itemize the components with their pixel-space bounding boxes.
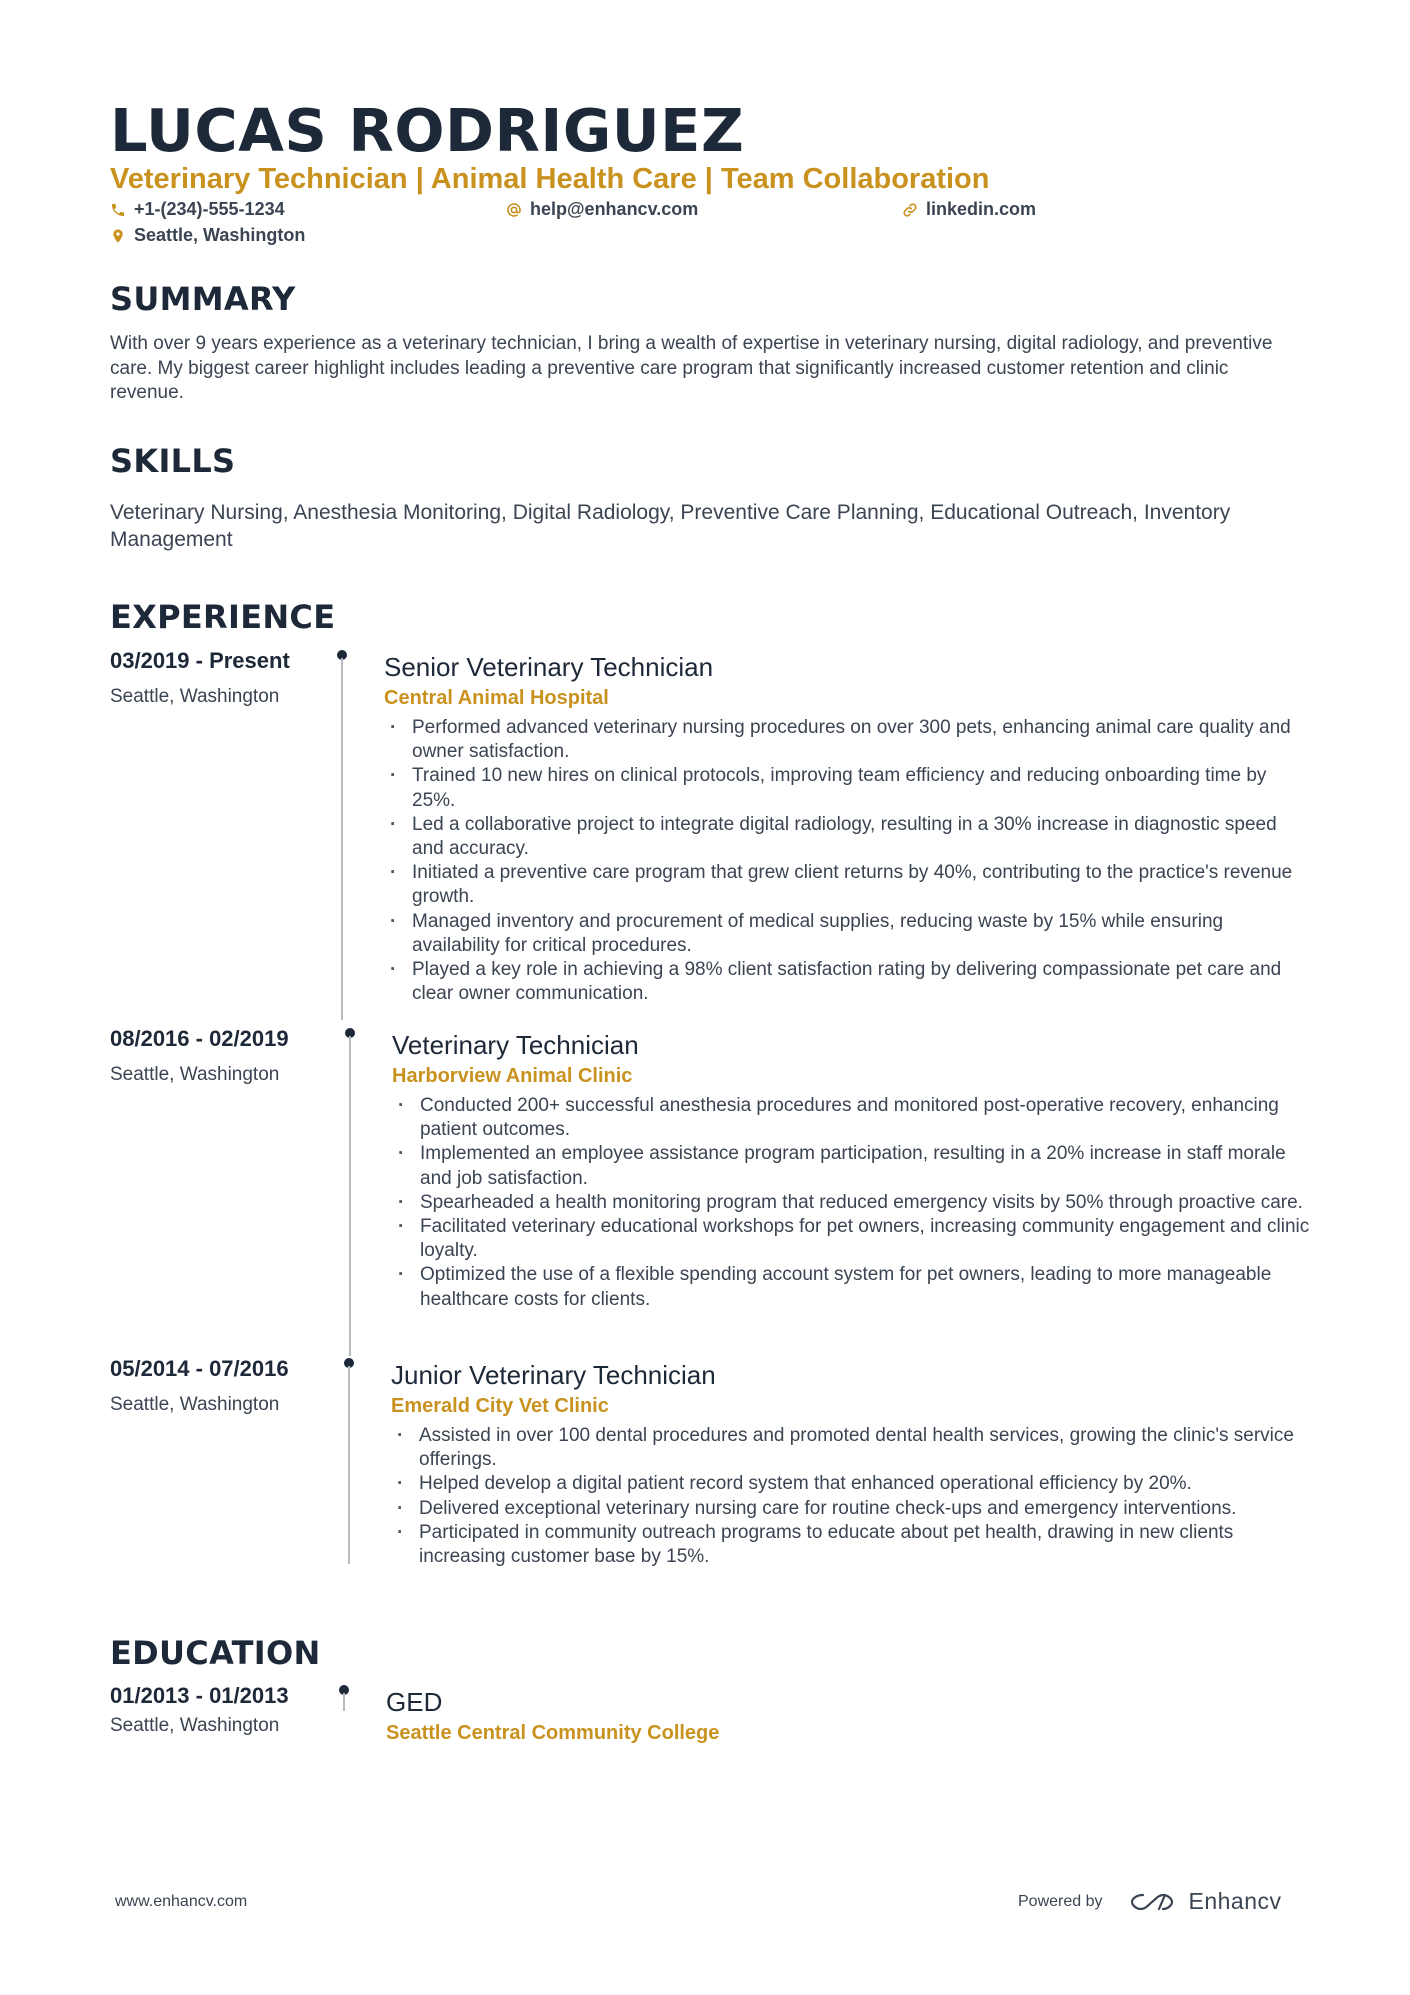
candidate-tagline: Veterinary Technician | Animal Health Care | Team Collaboration (110, 163, 990, 195)
contact-website[interactable] (902, 199, 1036, 220)
timeline-line (348, 1366, 350, 1564)
entry-company: Harborview Animal Clinic (392, 1065, 633, 1087)
bullet-item: · Implemented an employee assistance program participation, resulting in a 20% increase in staff morale and job satisfaction. (392, 1142, 1312, 1190)
footer-powered-by[interactable] (1018, 1888, 1282, 1915)
bullet-item: · Spearheaded a health monitoring program that reduced emergency visits by 50% through proactive care. (392, 1191, 1312, 1215)
entry-role: Veterinary Technician (392, 1030, 639, 1060)
brand-logo (1129, 1888, 1282, 1915)
brand-name: Enhancv (1188, 1888, 1282, 1914)
bullet-item: · Participated in community outreach programs to educate about pet health, drawing in new clients increasing customer base by 15%. (391, 1521, 1311, 1569)
bullet-item: · Optimized the use of a flexible spending account system for pet owners, leading to more manageable healthcare costs for clients. (392, 1263, 1312, 1311)
entry-content (386, 1685, 1306, 1747)
footer-website[interactable]: www.enhancv.com (115, 1893, 248, 1910)
link-icon (902, 202, 918, 218)
website-text: linkedin.com (926, 199, 1037, 219)
entry-content (384, 650, 1304, 1006)
entry-date: 05/2014 - 07/2016 (110, 1356, 289, 1381)
education-heading: EDUCATION (110, 1634, 321, 1672)
skills-heading: SKILLS (110, 442, 236, 480)
entry-location: Seattle, Washington (110, 686, 280, 707)
location-text: Seattle, Washington (134, 225, 306, 245)
bullet-item: · Led a collaborative project to integrate digital radiology, resulting in a 30% increase in diagnostic speed and accuracy. (384, 813, 1304, 861)
enhancv-logo-icon (1129, 1890, 1175, 1914)
summary-text: With over 9 years experience as a veterinary technician, I bring a wealth of expertise in veterinary nursing, digital radiology, and preventive care. My biggest career highlight includes leading a preventive care program that significantly increased customer retention and clinic revenue. (110, 333, 1273, 403)
entry-company: Emerald City Vet Clinic (391, 1395, 609, 1417)
bullet-item: · Played a key role in achieving a 98% client satisfaction rating by delivering compassionate pet care and clear owner communication. (384, 958, 1304, 1006)
entry-location: Seattle, Washington (110, 1064, 280, 1085)
entry-bullets (392, 1094, 1312, 1312)
candidate-name: LUCAS RODRIGUEZ (110, 96, 745, 165)
contact-location (110, 225, 305, 246)
bullet-item: · Conducted 200+ successful anesthesia procedures and monitored post-operative recovery, enhancing patient outcomes. (392, 1094, 1312, 1142)
entry-location: Seattle, Washington (110, 1715, 280, 1736)
entry-location: Seattle, Washington (110, 1394, 280, 1415)
entry-date: 01/2013 - 01/2013 (110, 1683, 289, 1708)
phone-text: +1-(234)-555-1234 (134, 199, 285, 219)
entry-date: 03/2019 - Present (110, 648, 290, 673)
entry-bullets (391, 1424, 1311, 1569)
contact-phone[interactable] (110, 199, 285, 220)
bullet-item: · Trained 10 new hires on clinical protocols, improving team efficiency and reducing onboarding time by 25%. (384, 764, 1304, 812)
bullet-item: · Performed advanced veterinary nursing procedures on over 300 pets, enhancing animal care quality and owner satisfaction. (384, 716, 1304, 764)
bullet-item: · Assisted in over 100 dental procedures and promoted dental health services, growing the clinic's service offerings. (391, 1424, 1311, 1472)
experience-heading: EXPERIENCE (110, 598, 336, 636)
entry-school: Seattle Central Community College (386, 1722, 720, 1744)
entry-role: Senior Veterinary Technician (384, 652, 714, 682)
bullet-item: · Managed inventory and procurement of medical supplies, reducing waste by 15% while ensuring availability for critical procedures. (384, 910, 1304, 958)
email-text: help@enhancv.com (530, 199, 699, 219)
entry-content (391, 1358, 1311, 1569)
at-sign-icon (506, 202, 522, 218)
phone-icon (110, 202, 126, 218)
entry-bullets (384, 716, 1304, 1006)
skills-text: Veterinary Nursing, Anesthesia Monitoring, Digital Radiology, Preventive Care Planning, Educational Outreach, Inventory Management (110, 501, 1231, 551)
bullet-item: · Initiated a preventive care program that grew client returns by 40%, contributing to the practice's revenue growth. (384, 861, 1304, 909)
timeline-line (349, 1036, 351, 1356)
contact-email[interactable] (506, 199, 698, 220)
bullet-item: · Helped develop a digital patient record system that enhanced operational efficiency by 20%. (391, 1472, 1311, 1496)
bullet-item: · Delivered exceptional veterinary nursing care for routine check-ups and emergency interventions. (391, 1497, 1311, 1521)
summary-heading: SUMMARY (110, 280, 296, 318)
bullet-item: · Facilitated veterinary educational workshops for pet owners, increasing community engagement and clinic loyalty. (392, 1215, 1312, 1263)
entry-content (392, 1028, 1312, 1312)
entry-date: 08/2016 - 02/2019 (110, 1026, 289, 1051)
entry-company: Central Animal Hospital (384, 687, 609, 709)
powered-by-label: Powered by (1018, 1892, 1103, 1910)
timeline-line (341, 658, 343, 1020)
location-pin-icon (110, 228, 126, 244)
timeline-line (343, 1693, 345, 1711)
entry-degree: GED (386, 1687, 443, 1717)
entry-role: Junior Veterinary Technician (391, 1360, 716, 1390)
